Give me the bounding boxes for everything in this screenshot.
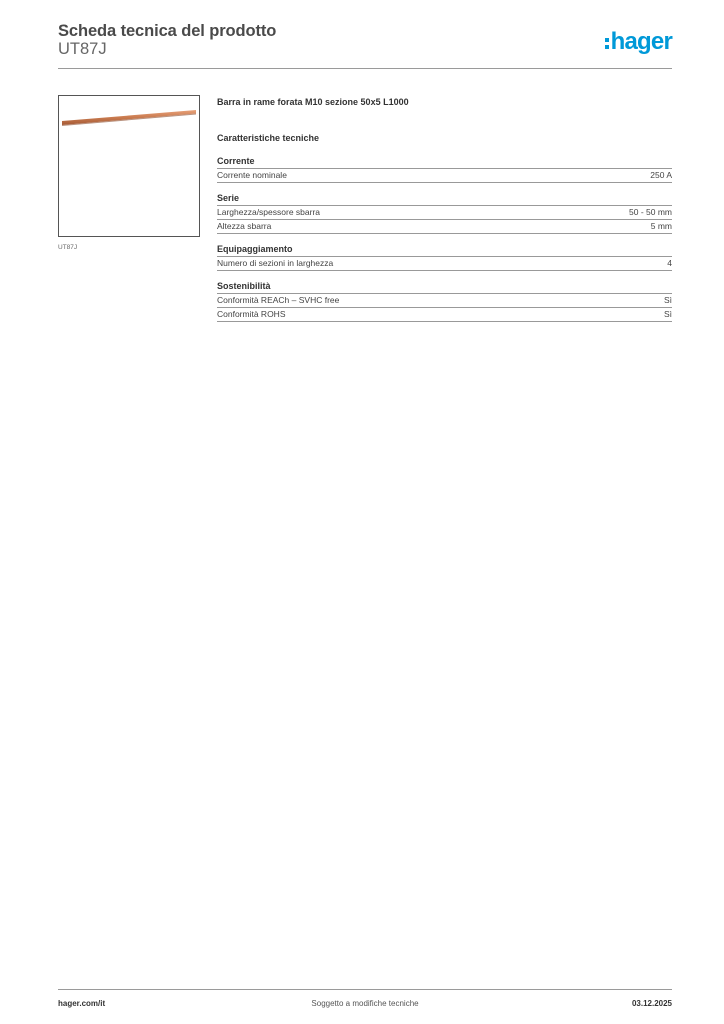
product-code: UT87J xyxy=(58,40,107,58)
image-caption: UT87J xyxy=(58,244,78,251)
spec-value: Sì xyxy=(663,295,672,305)
spec-group-title: Sostenibilità xyxy=(217,280,672,294)
spec-label: Numero di sezioni in larghezza xyxy=(217,258,334,268)
specs-section xyxy=(217,96,672,331)
spec-group-equipaggiamento xyxy=(217,243,672,271)
document-title: Scheda tecnica del prodotto xyxy=(58,22,277,40)
specs-heading: Caratteristiche tecniche xyxy=(217,133,320,143)
spec-value: Sì xyxy=(663,309,672,319)
spec-row xyxy=(217,308,672,322)
spec-value: 5 mm xyxy=(650,221,672,231)
spec-row xyxy=(217,294,672,308)
logo-text: hager xyxy=(610,28,672,55)
spec-label: Corrente nominale xyxy=(217,170,287,180)
spec-group-serie xyxy=(217,192,672,234)
spec-group-sostenibilita xyxy=(217,280,672,322)
logo-dots-icon xyxy=(605,38,609,49)
hager-logo xyxy=(605,30,672,54)
spec-row xyxy=(217,220,672,234)
spec-label: Altezza sbarra xyxy=(217,221,272,231)
page-footer xyxy=(58,989,672,1020)
copper-busbar-icon xyxy=(59,96,199,236)
spec-value: 250 A xyxy=(650,170,672,180)
spec-label: Conformità REACh – SVHC free xyxy=(217,295,340,305)
spec-label: Conformità ROHS xyxy=(217,309,286,319)
product-description: Barra in rame forata M10 sezione 50x5 L1000 xyxy=(217,97,409,107)
spec-group-title: Corrente xyxy=(217,155,672,169)
page-header xyxy=(58,20,672,69)
footer-date: 03.12.2025 xyxy=(631,999,672,1008)
spec-row xyxy=(217,169,672,183)
spec-row xyxy=(217,257,672,271)
spec-value: 50 - 50 mm xyxy=(629,207,672,217)
spec-value: 4 xyxy=(667,258,672,268)
footer-note: Soggetto a modifiche tecniche xyxy=(311,999,419,1008)
spec-group-title: Serie xyxy=(217,192,672,206)
spec-label: Larghezza/spessore sbarra xyxy=(217,207,321,217)
spec-row xyxy=(217,206,672,220)
spec-group-title: Equipaggiamento xyxy=(217,243,672,257)
footer-website-link[interactable]: hager.com/it xyxy=(58,999,106,1008)
product-image xyxy=(58,95,200,237)
spec-group-corrente xyxy=(217,155,672,183)
